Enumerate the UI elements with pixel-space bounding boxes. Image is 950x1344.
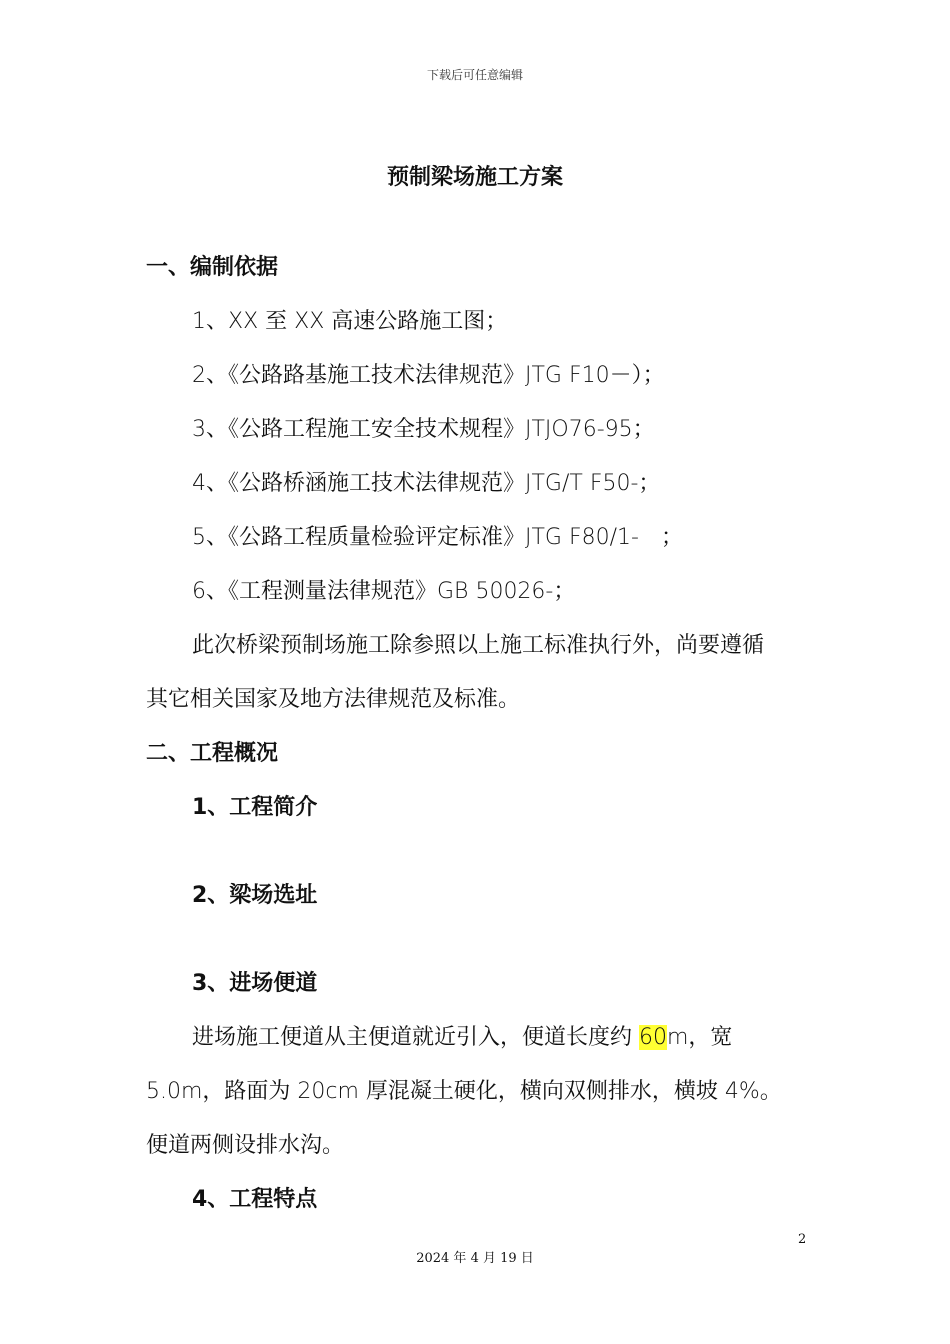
reference-item: 5、《公路工程质量检验评定标准》JTG F80/1- ； bbox=[192, 525, 683, 550]
road-paragraph-line: 5.0m，路面为 20cm 厚混凝土硬化，横向双侧排水，横坡 4%。 bbox=[146, 1079, 782, 1104]
road-text-before: 进场施工便道从主便道就近引入，便道长度约 bbox=[192, 1025, 639, 1050]
basis-paragraph-line: 此次桥梁预制场施工除参照以上施工标准执行外，尚要遵循 bbox=[192, 633, 765, 658]
reference-item: 1、XX 至 XX 高速公路施工图； bbox=[192, 309, 508, 334]
reference-item: 6、《工程测量法律规范》GB 50026-； bbox=[192, 579, 576, 604]
reference-item: 4、《公路桥涵施工技术法律规范》JTG/T F50-； bbox=[192, 471, 661, 496]
road-paragraph-line: 便道两侧设排水沟。 bbox=[146, 1133, 345, 1158]
page-number: 2 bbox=[798, 1232, 807, 1247]
road-paragraph-line bbox=[192, 1020, 732, 1051]
subheading-project-intro: 1、工程简介 bbox=[192, 795, 318, 820]
reference-item: 2、《公路路基施工技术法律规范》JTG F10－）； bbox=[192, 363, 665, 388]
footer-date: 2024 年 4 月 19 日 bbox=[416, 1251, 534, 1266]
section-heading-basis: 一、编制依据 bbox=[146, 255, 279, 280]
subheading-site-selection: 2、梁场选址 bbox=[192, 883, 318, 908]
highlighted-length: 60 bbox=[639, 1025, 667, 1050]
document-title: 预制梁场施工方案 bbox=[386, 165, 563, 190]
header-note: 下载后可任意编辑 bbox=[426, 68, 523, 82]
section-heading-overview: 二、工程概况 bbox=[146, 741, 279, 766]
subheading-access-road: 3、进场便道 bbox=[192, 971, 318, 996]
reference-item: 3、《公路工程施工安全技术规程》JTJO76-95； bbox=[192, 417, 655, 442]
basis-paragraph-line: 其它相关国家及地方法律规范及标准。 bbox=[146, 687, 521, 712]
subheading-project-features: 4、工程特点 bbox=[192, 1187, 318, 1212]
road-text-after: m，宽 bbox=[667, 1025, 733, 1050]
